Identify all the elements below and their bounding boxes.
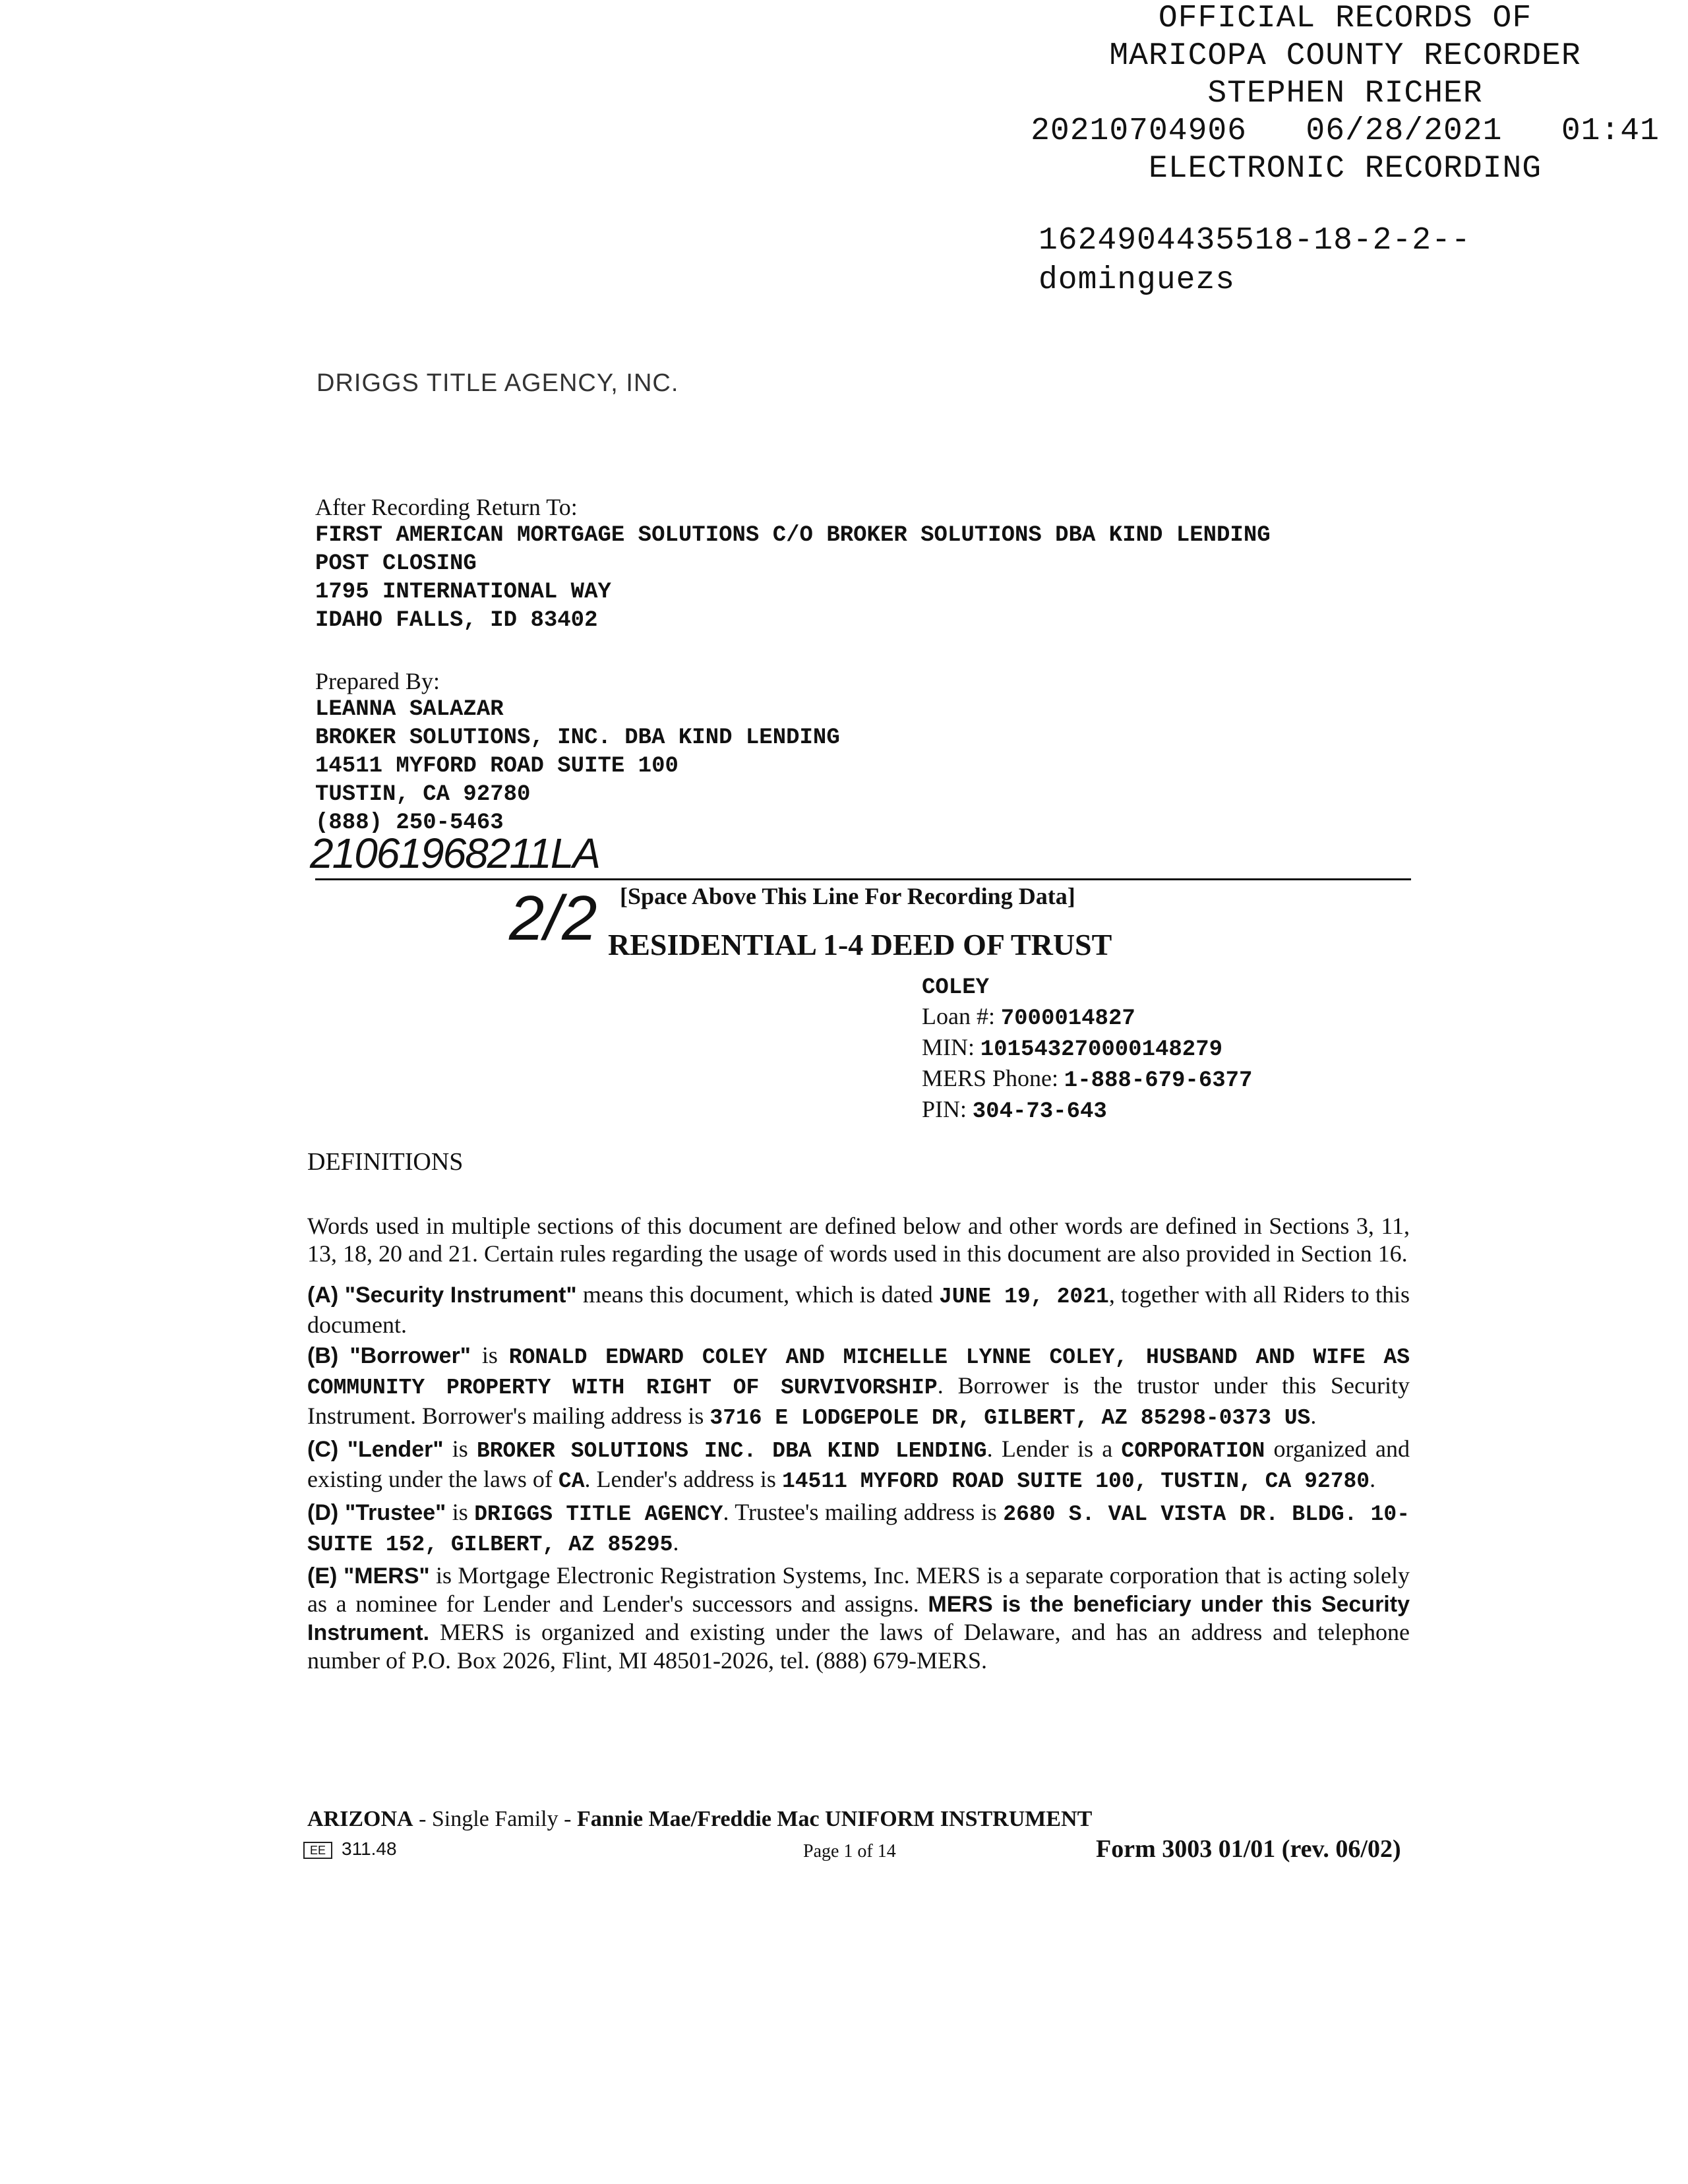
reference-id: 1624904435518-18-2-2--: [1039, 223, 1471, 258]
mers-beneficiary-statement: MERS is the beneficiary under this Security Instrument.: [307, 1592, 1410, 1645]
handwritten-fraction: 2/2: [509, 883, 597, 954]
definition-text: .: [673, 1529, 679, 1556]
lender-entity-type: CORPORATION: [1121, 1439, 1265, 1463]
definition-text: . Trustee's mailing address is: [723, 1499, 1004, 1525]
loan-info-block: [922, 974, 1252, 1126]
pin-row: [922, 1095, 1252, 1126]
definition-text: , together with all Riders to this document.: [307, 1281, 1410, 1338]
definition-term: (C) "Lender": [307, 1437, 444, 1462]
loan-number: 7000014827: [1000, 1006, 1135, 1031]
space-above-note: [Space Above This Line For Recording Data]: [620, 883, 1075, 909]
definition-text: is: [443, 1436, 477, 1462]
recorder-line: ELECTRONIC RECORDING: [1148, 151, 1542, 187]
prepared-by-line: BROKER SOLUTIONS, INC. DBA KIND LENDING: [315, 725, 840, 750]
loan-number-row: [922, 1002, 1252, 1033]
document-title: RESIDENTIAL 1-4 DEED OF TRUST: [608, 928, 1112, 961]
borrower-address: 3716 E LODGEPOLE DR, GILBERT, AZ 85298-0373 US: [709, 1406, 1311, 1430]
definitions-intro: Words used in multiple sections of this document are defined below and other words are defined in Sections 3, 11, 13, 18, 20 and 21. Certain rules regarding the usage of words used in this document are also provided in Section 16.: [307, 1213, 1410, 1267]
instrument-date: JUNE 19, 2021: [938, 1285, 1109, 1309]
lender-address: 14511 MYFORD ROAD SUITE 100, TUSTIN, CA 92780: [781, 1469, 1370, 1494]
lender-state: CA: [558, 1469, 585, 1494]
definition-text: . Lender is a: [986, 1436, 1122, 1462]
definition-term: (A) "Security Instrument": [307, 1283, 577, 1308]
recorder-username: dominguezs: [1039, 262, 1236, 298]
prepared-by-block: [315, 667, 840, 837]
definition-term: (E) "MERS": [307, 1563, 430, 1589]
min-number: 101543270000148279: [980, 1037, 1223, 1062]
min-label: MIN:: [922, 1034, 975, 1060]
loan-number-label: Loan #:: [922, 1003, 995, 1029]
definition-text: is Mortgage Electronic Registration Systems, Inc. MERS is a separate corporation that is acting solely as a nominee for Lender and Lender's successors and assigns.: [307, 1562, 1410, 1617]
form-number: Form 3003 01/01 (rev. 06/02): [1096, 1835, 1401, 1863]
definition-text: . Lender's address is: [584, 1466, 782, 1492]
definition-d: [307, 1498, 1410, 1559]
definition-e: [307, 1562, 1410, 1674]
footer-separator: - Single Family -: [413, 1807, 577, 1831]
trustee-address: 2680 S. VAL VISTA DR. BLDG. 10- SUITE 152, GILBERT, AZ 85295: [307, 1502, 1410, 1557]
definition-term: (B) "Borrower": [307, 1343, 471, 1368]
definition-text: is: [470, 1342, 509, 1368]
form-code: 311.48: [342, 1838, 397, 1859]
prepared-by-line: (888) 250-5463: [315, 810, 504, 835]
page-number: Page 1 of 14: [803, 1841, 896, 1862]
mers-phone-label: MERS Phone:: [922, 1065, 1059, 1091]
definition-term: (D) "Trustee": [307, 1500, 446, 1525]
return-to-line: FIRST AMERICAN MORTGAGE SOLUTIONS C/O BROKER SOLUTIONS DBA KIND LENDING: [315, 523, 1271, 548]
mers-phone-row: [922, 1064, 1252, 1095]
footer-uniform-instrument: Fannie Mae/Freddie Mac UNIFORM INSTRUMENT: [576, 1807, 1093, 1831]
mers-phone: 1-888-679-6377: [1064, 1068, 1253, 1093]
definition-text: . Borrower is the trustor under this Security Instrument. Borrower's mailing address is: [307, 1372, 1410, 1429]
form-code-logo-icon: EE: [303, 1842, 332, 1859]
definition-text: means this document, which is dated: [576, 1281, 939, 1308]
prepared-by-line: TUSTIN, CA 92780: [315, 782, 531, 807]
recorder-line: OFFICIAL RECORDS OF: [1158, 1, 1532, 36]
lender-name: BROKER SOLUTIONS INC. DBA KIND LENDING: [476, 1439, 987, 1463]
borrower-names: RONALD EDWARD COLEY AND MICHELLE LYNNE COLEY, HUSBAND AND WIFE AS COMMUNITY PROPERTY WITH RIGHT OF SURVIVORSHIP: [307, 1345, 1410, 1400]
definition-b: [307, 1341, 1410, 1432]
definition-text: .: [1370, 1466, 1376, 1492]
recorder-stamp: [1029, 0, 1662, 188]
return-to-block: [315, 493, 1271, 635]
footer-form-code: [303, 1838, 397, 1860]
min-row: [922, 1033, 1252, 1064]
definition-c: [307, 1435, 1410, 1496]
handwritten-order-number: 21061968211LA: [310, 830, 600, 877]
recording-number-line: 20210704906 06/28/2021 01:41: [1031, 113, 1660, 149]
definition-text: organized and existing under the laws of: [307, 1436, 1410, 1492]
pin-number: 304-73-643: [972, 1099, 1107, 1124]
return-to-line: POST CLOSING: [315, 551, 477, 576]
prepared-by-line: 14511 MYFORD ROAD SUITE 100: [315, 754, 678, 779]
definition-text: is: [446, 1499, 475, 1525]
footer-state: ARIZONA: [307, 1807, 413, 1831]
definition-text: MERS is organized and existing under the laws of Delaware, and has an address and telephone number of P.O. Box 2026, Flint, MI 48501-2026, tel. (888) 679-MERS.: [307, 1619, 1410, 1674]
definitions-heading: DEFINITIONS: [307, 1148, 464, 1176]
definition-text: .: [1310, 1403, 1317, 1429]
definition-a: [307, 1281, 1410, 1339]
recorder-line: MARICOPA COUNTY RECORDER: [1109, 38, 1581, 74]
definitions-body: [307, 1212, 1410, 1677]
return-to-label: After Recording Return To:: [315, 494, 578, 520]
recording-reference: [1039, 221, 1471, 300]
title-agency-header: DRIGGS TITLE AGENCY, INC.: [316, 369, 679, 397]
return-to-line: IDAHO FALLS, ID 83402: [315, 608, 598, 633]
prepared-by-line: LEANNA SALAZAR: [315, 697, 504, 722]
return-to-line: 1795 INTERNATIONAL WAY: [315, 580, 611, 605]
footer-instrument-line: [307, 1807, 1092, 1832]
trustee-name: DRIGGS TITLE AGENCY: [474, 1502, 723, 1527]
borrower-surname: COLEY: [922, 975, 990, 1000]
prepared-by-label: Prepared By:: [315, 668, 440, 694]
recorder-line: STEPHEN RICHER: [1207, 76, 1483, 111]
recording-data-line: [315, 878, 1411, 880]
pin-label: PIN:: [922, 1096, 967, 1122]
